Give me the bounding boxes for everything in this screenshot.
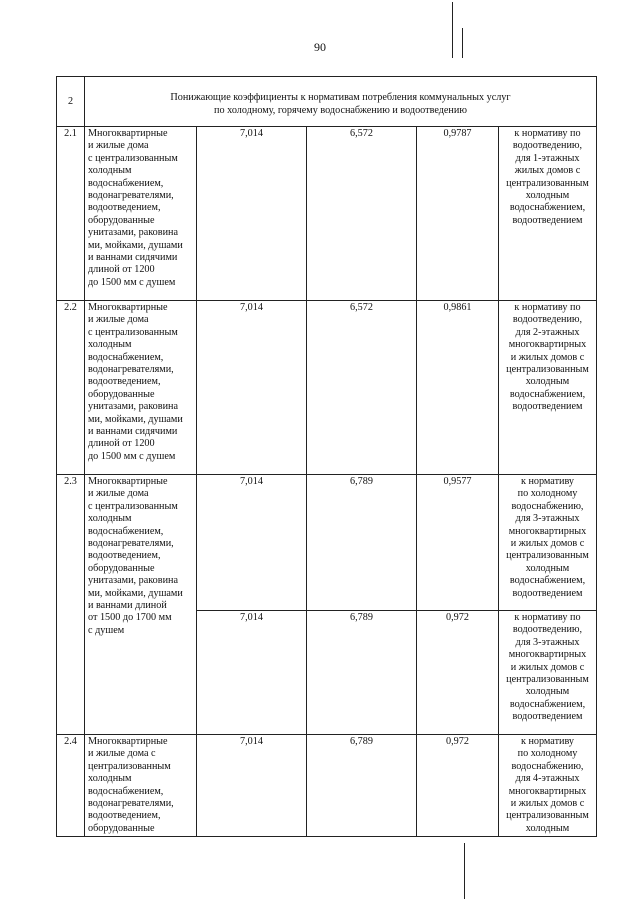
table-row bbox=[57, 301, 597, 475]
value-cell: 6,789 bbox=[307, 611, 417, 735]
row-number: 2.2 bbox=[57, 301, 85, 475]
table-row bbox=[57, 735, 597, 837]
section-title: Понижающие коэффициенты к нормативам потребления коммунальных услуг по холодному, горячему водоснабжению и водоотведению bbox=[85, 77, 597, 127]
section-number: 2 bbox=[57, 77, 85, 127]
row-description: Многоквартирные и жилые дома с централизованным холодным водоснабжением, водонагревателями, водоотведением, оборудованные bbox=[85, 735, 197, 837]
note-cell: к нормативу по водоотведению, для 3-этажных многоквартирных и жилых домов с централизованным холодным водоснабжением, водоотведением bbox=[499, 611, 597, 735]
section-header-row bbox=[57, 77, 597, 127]
row-description: Многоквартирные и жилые дома с централизованным холодным водоснабжением, водонагревателями, водоотведением, оборудованные унитазами, раковина ми, мойками, душами и ваннами сидячими длиной от 1200 до 1500 мм с душем bbox=[85, 301, 197, 475]
coefficient-cell: 0,9577 bbox=[417, 475, 499, 611]
coefficient-cell: 0,972 bbox=[417, 735, 499, 837]
row-number: 2.1 bbox=[57, 127, 85, 301]
table-row bbox=[57, 127, 597, 301]
value-cell: 7,014 bbox=[197, 475, 307, 611]
value-cell: 7,014 bbox=[197, 301, 307, 475]
page-number: 90 bbox=[314, 40, 326, 54]
value-cell: 7,014 bbox=[197, 127, 307, 301]
scan-artifact-line bbox=[462, 28, 463, 58]
row-description: Многоквартирные и жилые дома с централизованным холодным водоснабжением, водонагревателями, водоотведением, оборудованные унитазами, раковина ми, мойками, душами и ваннами сидячими длиной от 1200 до 1500 мм с душем bbox=[85, 127, 197, 301]
note-cell: к нормативу по холодному водоснабжению, для 3-этажных многоквартирных и жилых домов с централизованным холодным водоснабжением, водоотведением bbox=[499, 475, 597, 611]
value-cell: 6,789 bbox=[307, 475, 417, 611]
row-number: 2.3 bbox=[57, 475, 85, 735]
note-cell: к нормативу по водоотведению, для 1-этажных жилых домов с централизованным холодным водоснабжением, водоотведением bbox=[499, 127, 597, 301]
coefficient-cell: 0,9861 bbox=[417, 301, 499, 475]
row-number: 2.4 bbox=[57, 735, 85, 837]
value-cell: 6,572 bbox=[307, 127, 417, 301]
scan-artifact-line bbox=[464, 843, 465, 899]
note-cell: к нормативу по холодному водоснабжению, для 4-этажных многоквартирных и жилых домов с централизованным холодным bbox=[499, 735, 597, 837]
scan-artifact-line bbox=[452, 2, 453, 58]
row-description: Многоквартирные и жилые дома с централизованным холодным водоснабжением, водонагревателями, водоотведением, оборудованные унитазами, раковина ми, мойками, душами и ваннами длиной от 1500 до 1700 мм с душем bbox=[85, 475, 197, 735]
value-cell: 6,789 bbox=[307, 735, 417, 837]
coefficients-table bbox=[56, 76, 597, 837]
table-row bbox=[57, 475, 597, 611]
coefficient-cell: 0,972 bbox=[417, 611, 499, 735]
value-cell: 7,014 bbox=[197, 611, 307, 735]
note-cell: к нормативу по водоотведению, для 2-этажных многоквартирных и жилых домов с централизованным холодным водоснабжением, водоотведением bbox=[499, 301, 597, 475]
value-cell: 7,014 bbox=[197, 735, 307, 837]
coefficient-cell: 0,9787 bbox=[417, 127, 499, 301]
value-cell: 6,572 bbox=[307, 301, 417, 475]
